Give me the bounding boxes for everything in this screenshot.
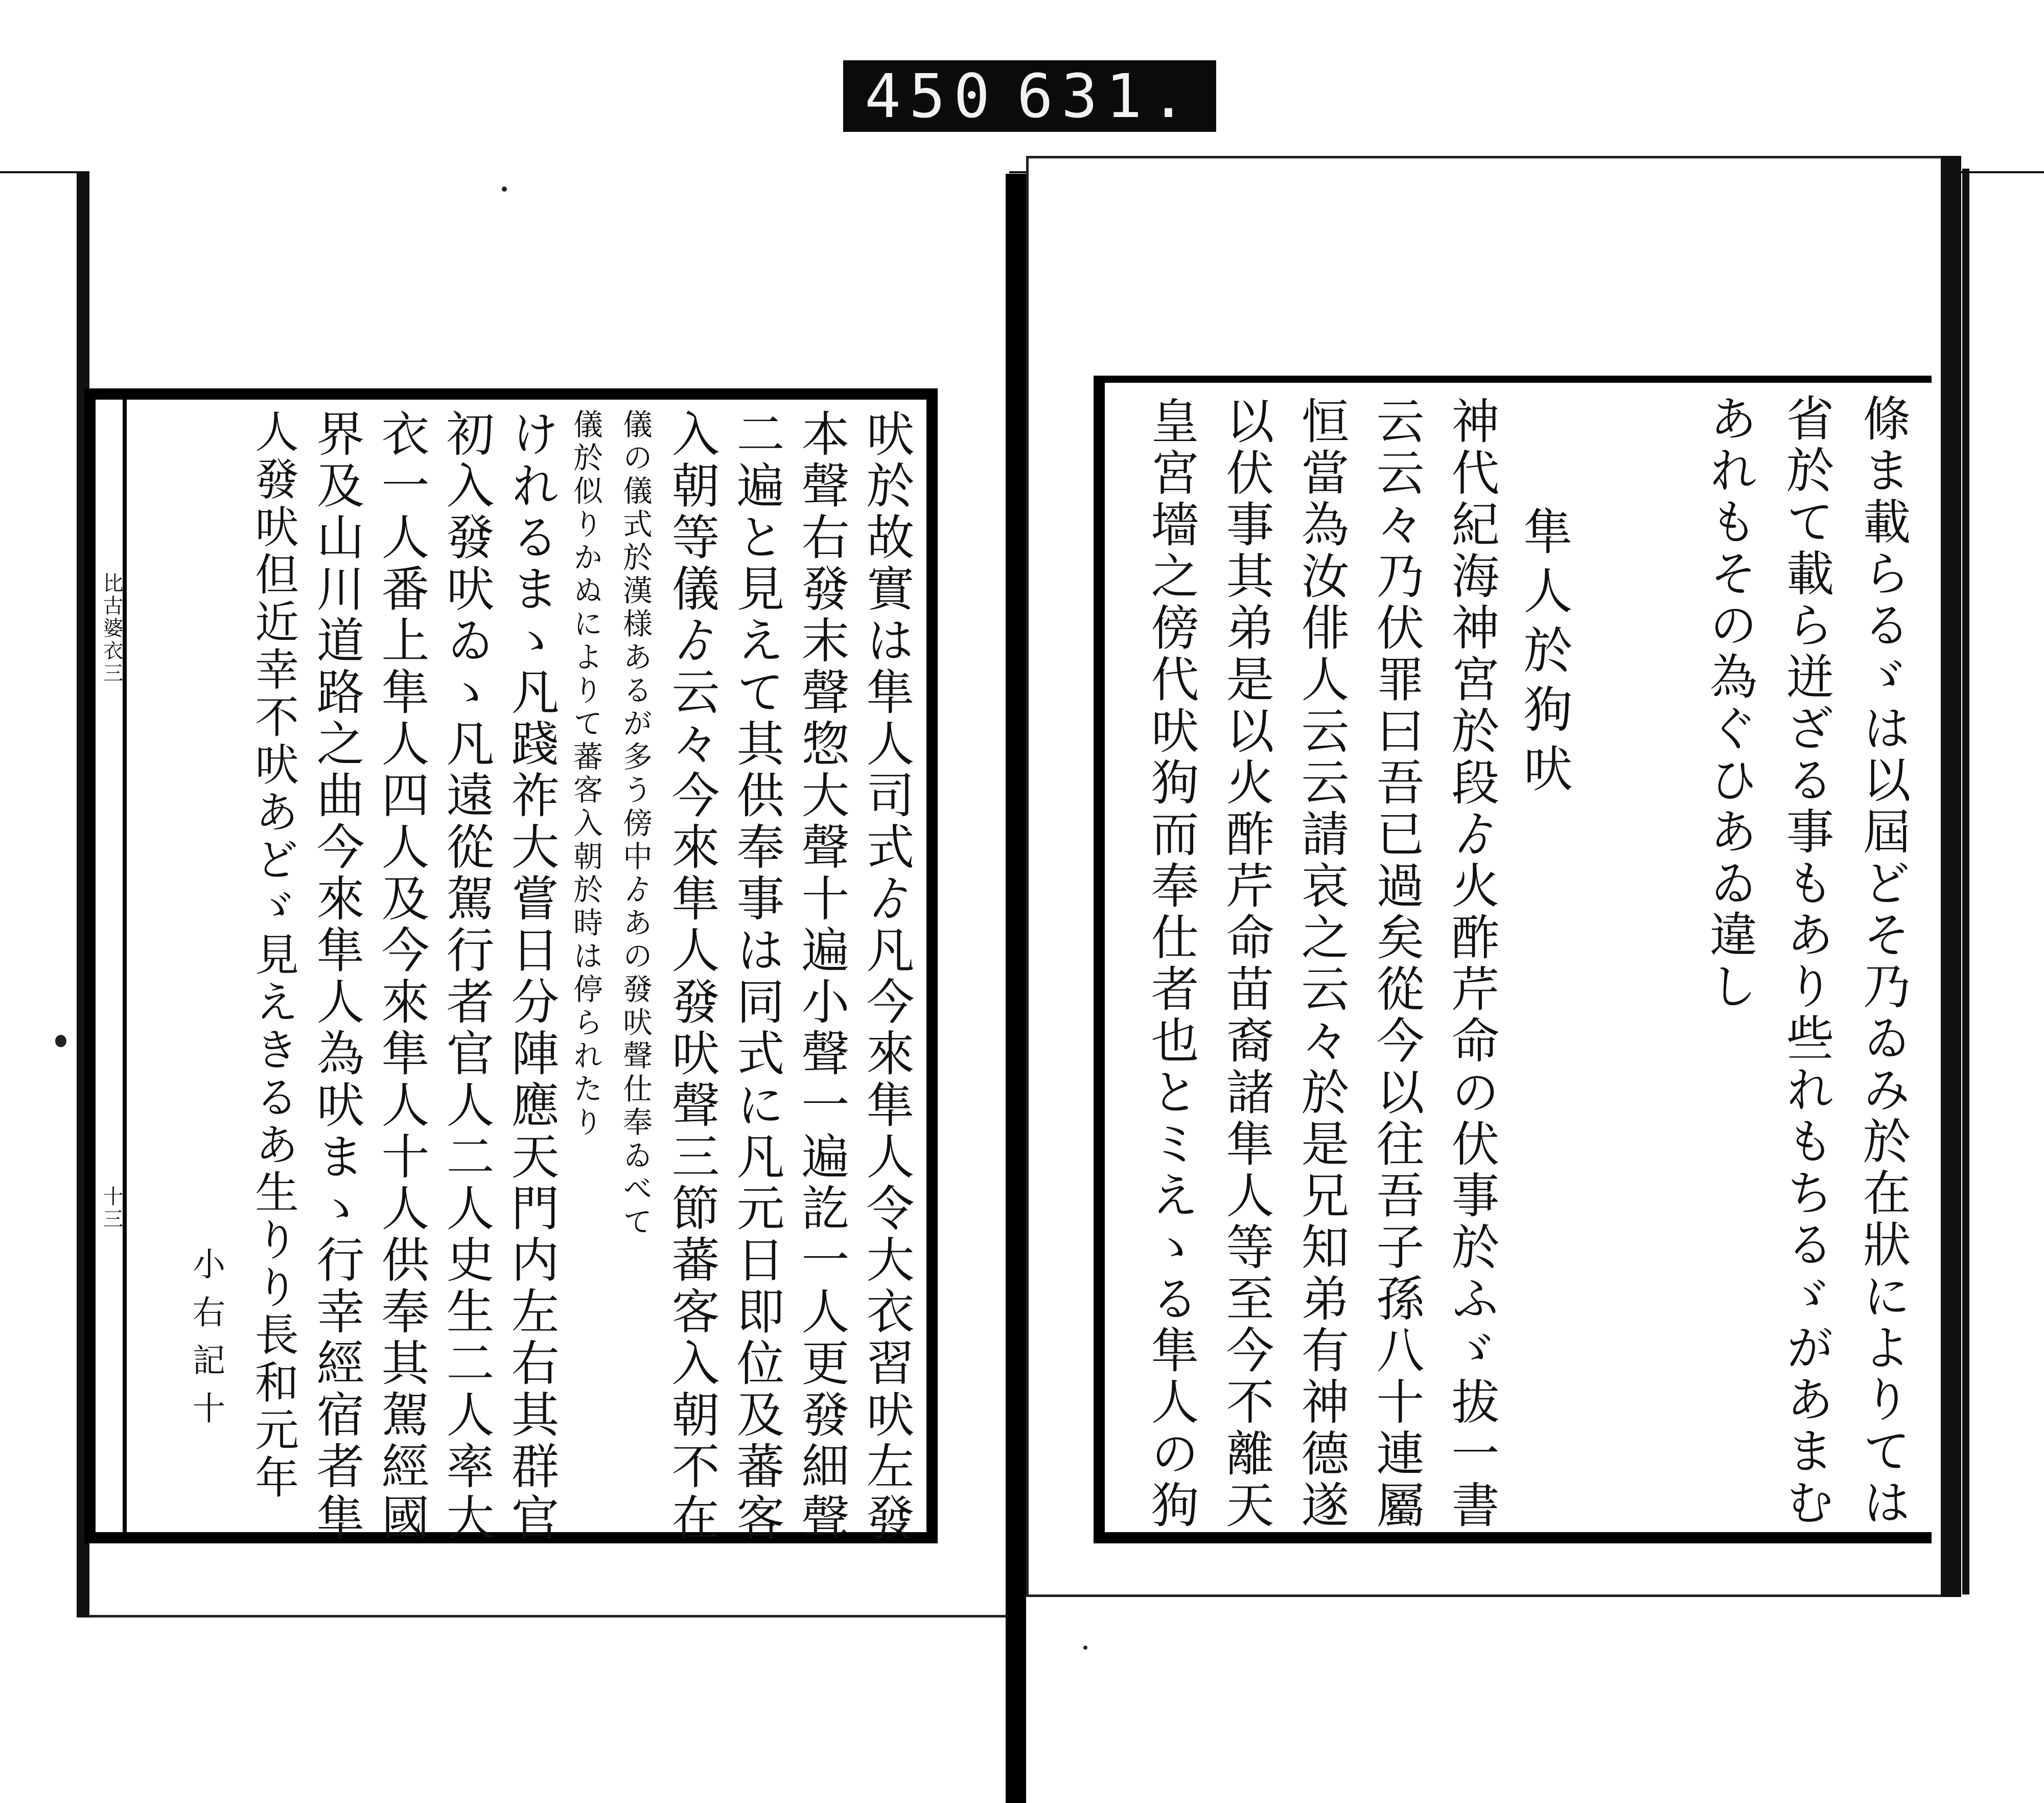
left-text-column: 二遍と見えて其供奉事は同式に凡元日即位及蕃客 [728,409,784,1544]
left-text-column: 儀の儀式於漢様あるが多う傍中ゟあの發吠聲仕奉ゐべて [618,409,653,1239]
right-lower-column: 云云々乃伏罪曰吾已過矣從今以往吾子孫八十連屬 [1368,396,1424,1532]
scan-speck [502,187,507,192]
left-text-column: 界及山川道路之曲今來隼人為吠まゝ行幸經宿者隼 [308,409,364,1544]
right-page-heading-block [1502,506,1573,802]
right-upper-column: 條ま載らるゞは以屆どそ乃ゐみ於在狀によりては [1854,394,1910,1529]
scan-speck [55,1035,66,1047]
left-margin-title: 比古婆衣三 [100,572,123,685]
left-text-column: 衣一人番上隼人四人及今來隼人十人供奉其駕經國 [373,409,429,1544]
left-text-column: 小右記十 [187,1247,225,1439]
left-page-text-block [135,409,917,1544]
right-upper-column: あれもその為ぐひあゐ違し [1701,394,1757,1013]
left-text-column: 人發吠但近幸不吠あどゞ見えきるあ生りり長和元年 [247,409,298,1502]
catalogue-number-left: 450 [865,61,998,131]
book-spine [1006,174,1026,1803]
right-upper-column: 省於て載ら迸ざる事もあり些れもちるゞがあまむ [1778,394,1833,1529]
scan-speck [1083,1646,1087,1650]
left-text-column: 吠於故實は隼人司式ゟ凡今來隼人令大衣習吠左發 [858,409,914,1544]
left-text-column: 初入發吠ゐゝ凡遠從駕行者官人二人史生二人率大 [438,409,494,1544]
left-margin-page-number: 十三 [100,1186,123,1231]
catalogue-number-label [843,60,1216,132]
catalogue-number-right: 631. [1016,61,1195,131]
right-lower-column: 皇宮墻之傍代吠狗而奉仕者也とミえゝる隼人の狗 [1143,396,1198,1532]
right-lower-column: 恒當為汝俳人云云請哀之云々於是兄知弟有神德遂 [1293,396,1349,1532]
left-text-column: 入朝等儀ゟ云々今來隼人發吠聲三節蕃客入朝不在 [663,409,719,1544]
left-text-column: けれるまゝ凡踐祚大嘗日分陣應天門内左右其群官 [503,409,559,1544]
left-page-inner-rule [123,399,127,1533]
right-lower-column: 神代紀海神宮於段ゟ火酢芹命の伏事於ふゞ拔一書 [1443,396,1499,1532]
section-heading: 隼人於狗吠 [1516,506,1573,802]
right-page-lower-text [1114,396,1502,1532]
left-text-column: 本聲右發末聲惣大聲十遍小聲一遍訖一人更發細聲 [793,409,849,1544]
right-lower-column: 以伏事其弟是以火酢芹命苗裔諸隼人等至今不離天 [1218,396,1273,1532]
right-page-edge-outer [1962,169,1969,1594]
left-text-column: 儀於似りかぬによりて蕃客入朝於時は停られたり [568,409,603,1140]
